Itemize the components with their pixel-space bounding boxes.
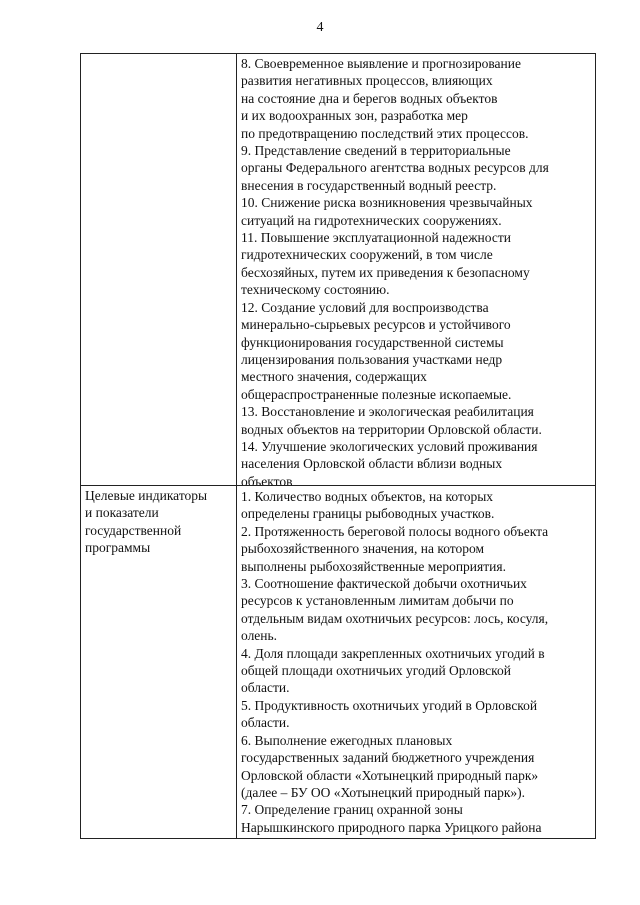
text-line: объектов (241, 473, 293, 485)
list-item (237, 488, 595, 523)
heading-line: и показатели (85, 505, 159, 521)
text-line: техническому состоянию. (241, 282, 390, 298)
row2-right-cell (237, 486, 596, 839)
heading-line: государственной (85, 522, 182, 538)
row2-left-cell (81, 486, 237, 839)
text-line: развития негативных процессов, влияющих (241, 73, 493, 89)
text-line: Нарышкинского природного парка Урицкого района (241, 819, 542, 835)
text-line: на состояние дна и берегов водных объектов (241, 90, 498, 106)
text-line: 6. Выполнение ежегодных плановых (241, 732, 453, 748)
text-line: и их водоохранных зон, разработка мер (241, 108, 468, 124)
text-line: населения Орловской области вблизи водных (241, 456, 503, 472)
text-line: 2. Протяженность береговой полосы водного объекта (241, 523, 549, 539)
text-line: области. (241, 680, 290, 696)
text-line: 10. Снижение риска возникновения чрезвычайных (241, 195, 533, 211)
list-item (237, 523, 595, 575)
text-line: гидротехнических сооружений, в том числе (241, 247, 493, 263)
text-line: 5. Продуктивность охотничьих угодий в Орловской (241, 697, 538, 713)
row1-right-cell (237, 54, 596, 486)
text-line: 8. Своевременное выявление и прогнозирование (241, 56, 521, 71)
list-item (237, 801, 595, 836)
text-line: внесения в государственный водный реестр. (241, 177, 497, 193)
text-line: лицензирования пользования участками недр (241, 351, 503, 367)
text-line: функционирования государственной системы (241, 334, 504, 350)
text-line: 1. Количество водных объектов, на которых (241, 489, 494, 504)
list-item (237, 299, 595, 403)
program-passport-table (80, 53, 596, 839)
text-line: 9. Представление сведений в территориальные (241, 143, 511, 159)
text-line: государственных заданий бюджетного учреждения (241, 750, 535, 766)
text-line: общей площади охотничьих угодий Орловской (241, 663, 511, 679)
heading-line: программы (85, 540, 151, 556)
list-item (237, 645, 595, 697)
text-line: 7. Определение границ охранной зоны (241, 802, 463, 818)
text-line: 12. Создание условий для воспроизводства (241, 299, 489, 315)
text-line: по предотвращению последствий этих процессов. (241, 125, 529, 141)
list-item (237, 575, 595, 645)
table-row (81, 54, 596, 486)
text-line: олень. (241, 628, 278, 644)
text-line: минерально-сырьевых ресурсов и устойчивого (241, 317, 511, 333)
row1-left-cell (81, 54, 237, 486)
text-line: 11. Повышение эксплуатационной надежности (241, 230, 511, 246)
page-number: 4 (316, 20, 324, 35)
text-line: местного значения, содержащих (241, 369, 427, 385)
text-line: области. (241, 715, 290, 731)
list-item (237, 438, 595, 485)
text-line: рыбохозяйственного значения, на котором (241, 541, 485, 557)
text-line: 14. Улучшение экологических условий проживания (241, 438, 538, 454)
list-item (237, 229, 595, 299)
text-line: выполнены рыбохозяйственные мероприятия. (241, 558, 506, 574)
text-line: водных объектов на территории Орловской области. (241, 421, 542, 437)
list-item (237, 732, 595, 802)
list-item (237, 55, 595, 142)
expected-results-list (237, 54, 595, 485)
list-item (237, 142, 595, 194)
text-line: определены границы рыбоводных участков. (241, 506, 495, 522)
text-line: бесхозяйных, путем их приведения к безопасному (241, 264, 530, 280)
section-heading (81, 486, 236, 557)
list-item (237, 403, 595, 438)
heading-line: Целевые индикаторы (85, 488, 208, 503)
text-line: 3. Соотношение фактической добычи охотничьих (241, 576, 527, 592)
target-indicators-list (237, 486, 595, 836)
list-item (237, 697, 595, 732)
text-line: (далее – БУ ОО «Хотынецкий природный парк»). (241, 784, 526, 800)
text-line: ресурсов к установленным лимитам добычи по (241, 593, 514, 609)
text-line: отдельным видам охотничьих ресурсов: лось, косуля, (241, 610, 549, 626)
text-line: общераспространенные полезные ископаемые. (241, 386, 512, 402)
text-line: ситуаций на гидротехнических сооружениях. (241, 212, 502, 228)
text-line: Орловской области «Хотынецкий природный парк» (241, 767, 539, 783)
list-item (237, 194, 595, 229)
text-line: 13. Восстановление и экологическая реабилитация (241, 404, 534, 420)
text-line: 4. Доля площади закрепленных охотничьих угодий в (241, 645, 545, 661)
table-row (81, 486, 596, 839)
text-line: органы Федерального агентства водных ресурсов для (241, 160, 549, 176)
